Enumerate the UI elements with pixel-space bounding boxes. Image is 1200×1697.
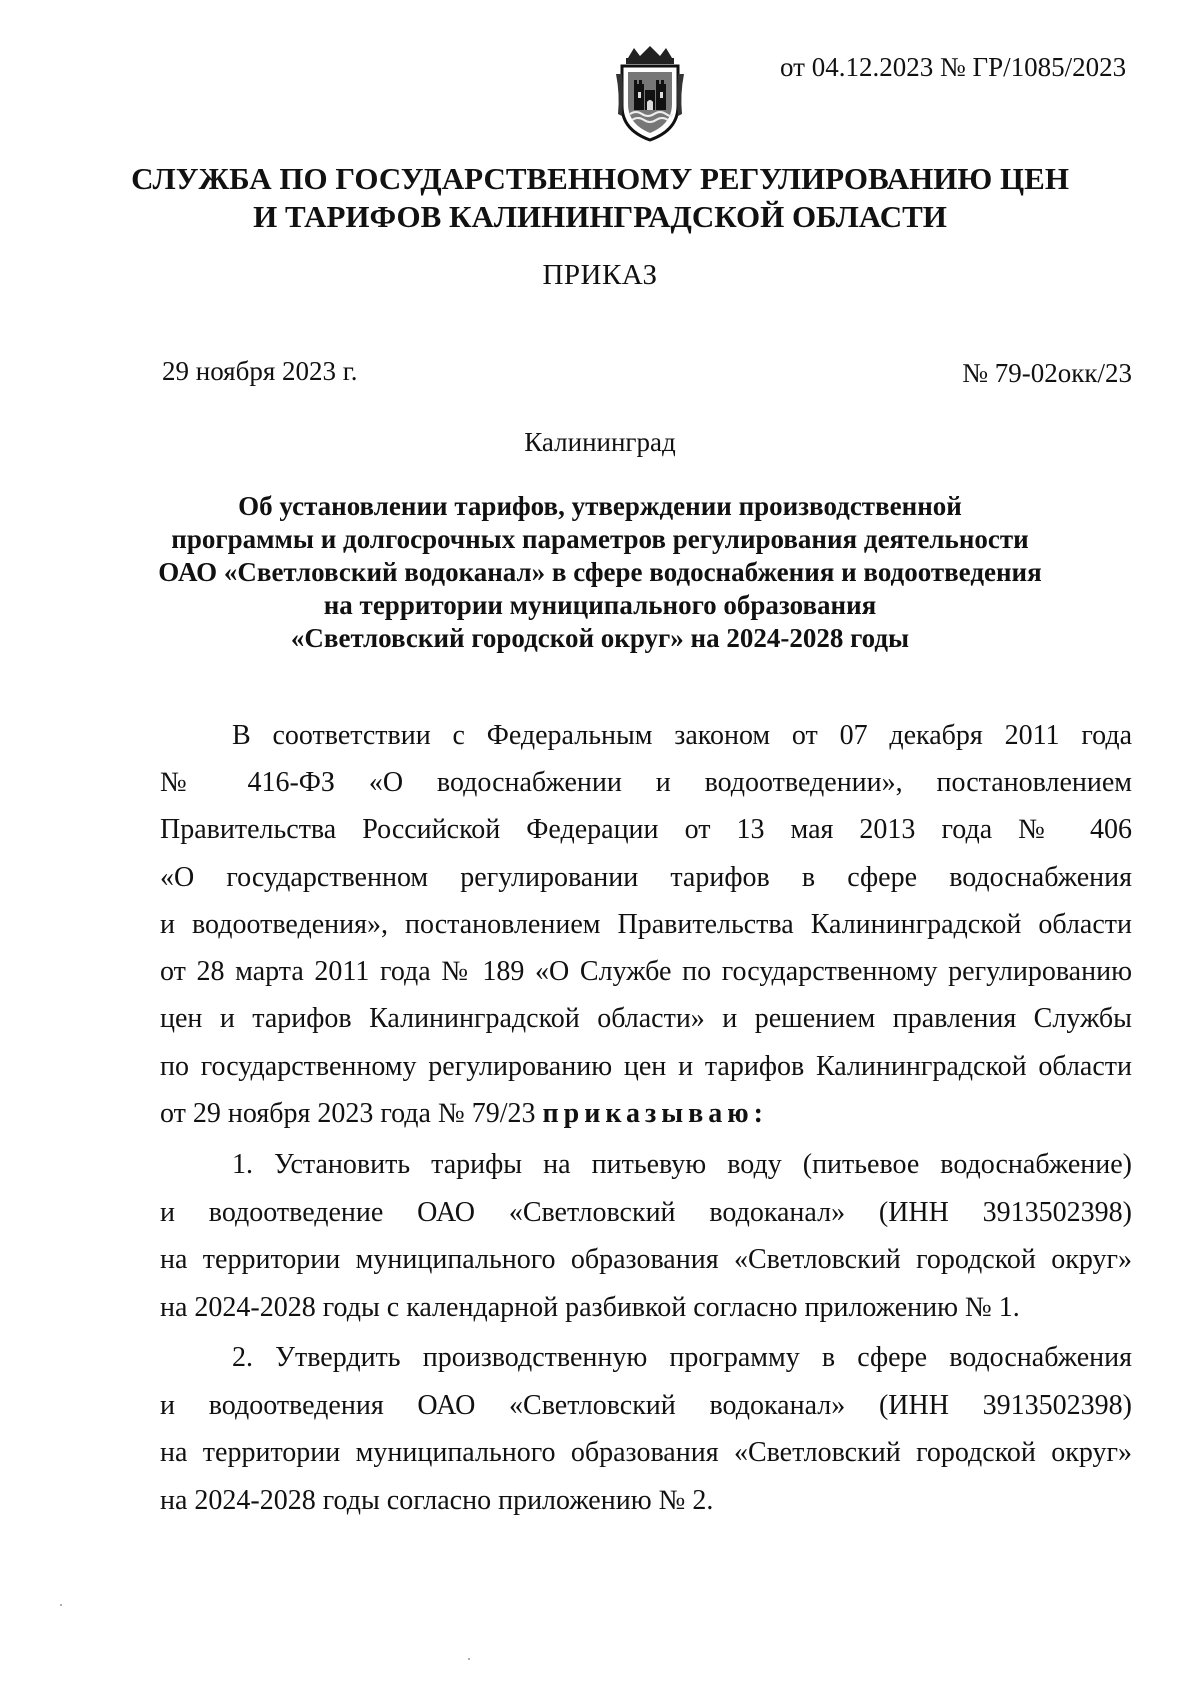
kaliningrad-coat-of-arms-icon	[614, 44, 686, 142]
preamble-line: цен и тарифов Калининградской области» и решением правления Службы	[160, 1003, 1132, 1034]
subject-line: ОАО «Светловский водоканал» в сфере водоснабжения и водоотведения	[158, 557, 1042, 587]
item-1-line: на 2024-2028 годы с календарной разбивкой согласно приложению № 1.	[160, 1292, 1020, 1323]
preamble-line: № 416-ФЗ «О водоснабжении и водоотведении», постановлением	[160, 767, 1132, 798]
subject-line: на территории муниципального образования	[323, 590, 877, 620]
agency-title-line: И ТАРИФОВ КАЛИНИНГРАДСКОЙ ОБЛАСТИ	[253, 199, 947, 234]
document-type: ПРИКАЗ	[542, 259, 658, 291]
item-1-line: и водоотведение ОАО «Светловский водоканал» (ИНН 3913502398)	[160, 1197, 1132, 1228]
agency-title	[0, 160, 1200, 236]
item-2-line: 2. Утвердить производственную программу в сфере водоснабжения	[232, 1342, 1132, 1373]
preamble-line: «О государственном регулировании тарифов в сфере водоснабжения	[160, 862, 1132, 893]
subject-line: программы и долгосрочных параметров регулирования деятельности	[171, 524, 1029, 554]
preamble-line: В соответствии с Федеральным законом от 07 декабря 2011 года	[232, 720, 1132, 751]
order-subject	[0, 490, 1200, 655]
scan-speck	[468, 1658, 470, 1660]
subject-line: «Светловский городской округ» на 2024-2028 годы	[290, 623, 910, 653]
city-name: Калининград	[524, 427, 676, 457]
subject-line: Об установлении тарифов, утверждении производственной	[238, 491, 962, 521]
preamble-line: по государственному регулированию цен и тарифов Калининградской области	[160, 1051, 1132, 1082]
item-2-line: на 2024-2028 годы согласно приложению № 2.	[160, 1485, 714, 1516]
order-number: № 79-02окк/23	[962, 358, 1132, 388]
order-date: 29 ноября 2023 г.	[162, 356, 358, 386]
item-2-line: на территории муниципального образования «Светловский городской округ»	[160, 1437, 1132, 1468]
registration-number: от 04.12.2023 № ГР/1085/2023	[780, 52, 1127, 82]
preamble-last-line	[160, 1094, 1132, 1134]
scan-speck	[60, 1604, 62, 1606]
order-word: приказываю:	[542, 1098, 768, 1129]
preamble-line: от 28 марта 2011 года № 189 «О Службе по государственному регулированию	[160, 956, 1132, 987]
agency-title-line: СЛУЖБА ПО ГОСУДАРСТВЕННОМУ РЕГУЛИРОВАНИЮ ЦЕН	[131, 161, 1069, 196]
item-2-line: и водоотведения ОАО «Светловский водоканал» (ИНН 3913502398)	[160, 1390, 1132, 1421]
preamble-line: Правительства Российской Федерации от 13 мая 2013 года № 406	[160, 814, 1132, 845]
preamble-line: и водоотведения», постановлением Правительства Калининградской области	[160, 909, 1132, 940]
item-1-line: 1. Установить тарифы на питьевую воду (питьевое водоснабжение)	[232, 1149, 1132, 1180]
item-1-line: на территории муниципального образования «Светловский городской округ»	[160, 1244, 1132, 1275]
preamble-line: от 29 ноября 2023 года № 79/23	[160, 1098, 536, 1129]
